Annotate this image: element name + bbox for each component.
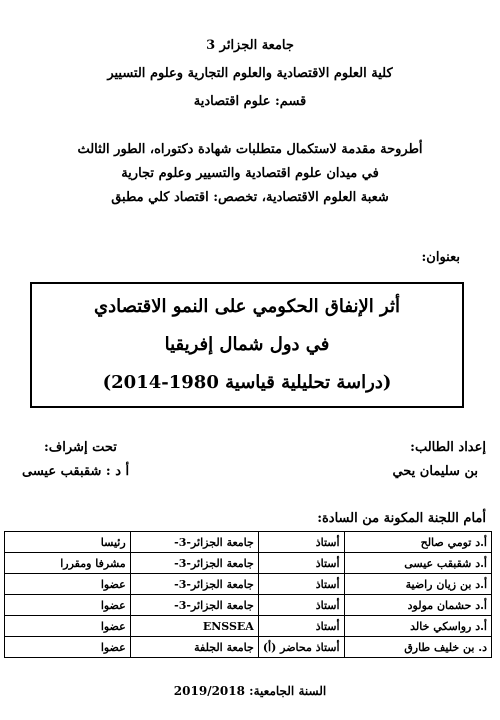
academic-year-label: السنة الجامعية: bbox=[249, 684, 327, 698]
committee-member-institution: جامعة الجزائر-3- bbox=[130, 595, 258, 616]
committee-member-rank: أستاذ bbox=[258, 595, 344, 616]
table-row bbox=[5, 553, 492, 574]
committee-member-name: أ.د تومي صالح bbox=[344, 532, 491, 553]
table-row bbox=[5, 574, 492, 595]
committee-member-role: رئيسا bbox=[5, 532, 131, 553]
committee-member-institution: جامعة الجلفة bbox=[130, 637, 258, 658]
department-name: قسم: علوم اقتصادية bbox=[193, 94, 307, 109]
table-row bbox=[5, 616, 492, 637]
academic-year bbox=[0, 684, 500, 698]
thesis-title-line-1: أثر الإنفاق الحكومي على النمو الاقتصادي bbox=[94, 296, 400, 317]
committee-member-institution: جامعة الجزائر-3- bbox=[130, 553, 258, 574]
committee-member-role: عضوا bbox=[5, 574, 131, 595]
committee-member-name: أ.د رواسكي خالد bbox=[344, 616, 491, 637]
committee-member-role: عضوا bbox=[5, 637, 131, 658]
committee-member-role: عضوا bbox=[5, 595, 131, 616]
thesis-field-line: في ميدان علوم اقتصادية والتسيير وعلوم تجارية bbox=[121, 166, 379, 181]
committee-table bbox=[4, 531, 492, 658]
university-name: جامعة الجزائر 3 bbox=[206, 38, 294, 53]
committee-member-name: د. بن خليف طارق bbox=[344, 637, 491, 658]
table-row bbox=[5, 637, 492, 658]
title-label: بعنوان: bbox=[421, 250, 460, 265]
thesis-degree-line: أطروحة مقدمة لاستكمال متطلبات شهادة دكتوراه، الطور الثالث bbox=[77, 142, 423, 157]
committee-member-institution: جامعة الجزائر-3- bbox=[130, 574, 258, 595]
student-name: بن سليمان يحي bbox=[392, 464, 478, 479]
committee-member-name: أ.د بن زيان راضية bbox=[344, 574, 491, 595]
thesis-title-line-3: (دراسة تحليلية قياسية 1980-2014) bbox=[102, 372, 392, 393]
table-row bbox=[5, 532, 492, 553]
committee-member-institution: جامعة الجزائر-3- bbox=[130, 532, 258, 553]
committee-member-rank: أستاذ bbox=[258, 574, 344, 595]
thesis-title-box bbox=[30, 282, 464, 408]
committee-member-rank: أستاذ bbox=[258, 616, 344, 637]
committee-member-role: مشرفا ومقررا bbox=[5, 553, 131, 574]
academic-year-value: 2019/2018 bbox=[173, 684, 245, 698]
thesis-specialty-line: شعبة العلوم الاقتصادية، تخصص: اقتصاد كلي مطبق bbox=[111, 190, 389, 205]
committee-member-rank: أستاذ محاضر (أ) bbox=[258, 637, 344, 658]
committee-member-institution: ENSSEA bbox=[130, 616, 258, 637]
committee-member-rank: أستاذ bbox=[258, 553, 344, 574]
supervisor-name: أ د : شقبقب عيسى bbox=[22, 464, 130, 479]
committee-label: أمام اللجنة المكونة من السادة: bbox=[317, 511, 486, 526]
thesis-title-line-2: في دول شمال إفريقيا bbox=[164, 334, 330, 355]
committee-member-name: أ.د شقبقب عيسى bbox=[344, 553, 491, 574]
student-label: إعداد الطالب: bbox=[410, 440, 486, 455]
committee-member-rank: أستاذ bbox=[258, 532, 344, 553]
faculty-name: كلية العلوم الاقتصادية والعلوم التجارية وعلوم التسيير bbox=[107, 66, 393, 81]
committee-member-name: أ.د حشمان مولود bbox=[344, 595, 491, 616]
table-row bbox=[5, 595, 492, 616]
supervisor-label: تحت إشراف: bbox=[44, 440, 117, 455]
committee-member-role: عضوا bbox=[5, 616, 131, 637]
